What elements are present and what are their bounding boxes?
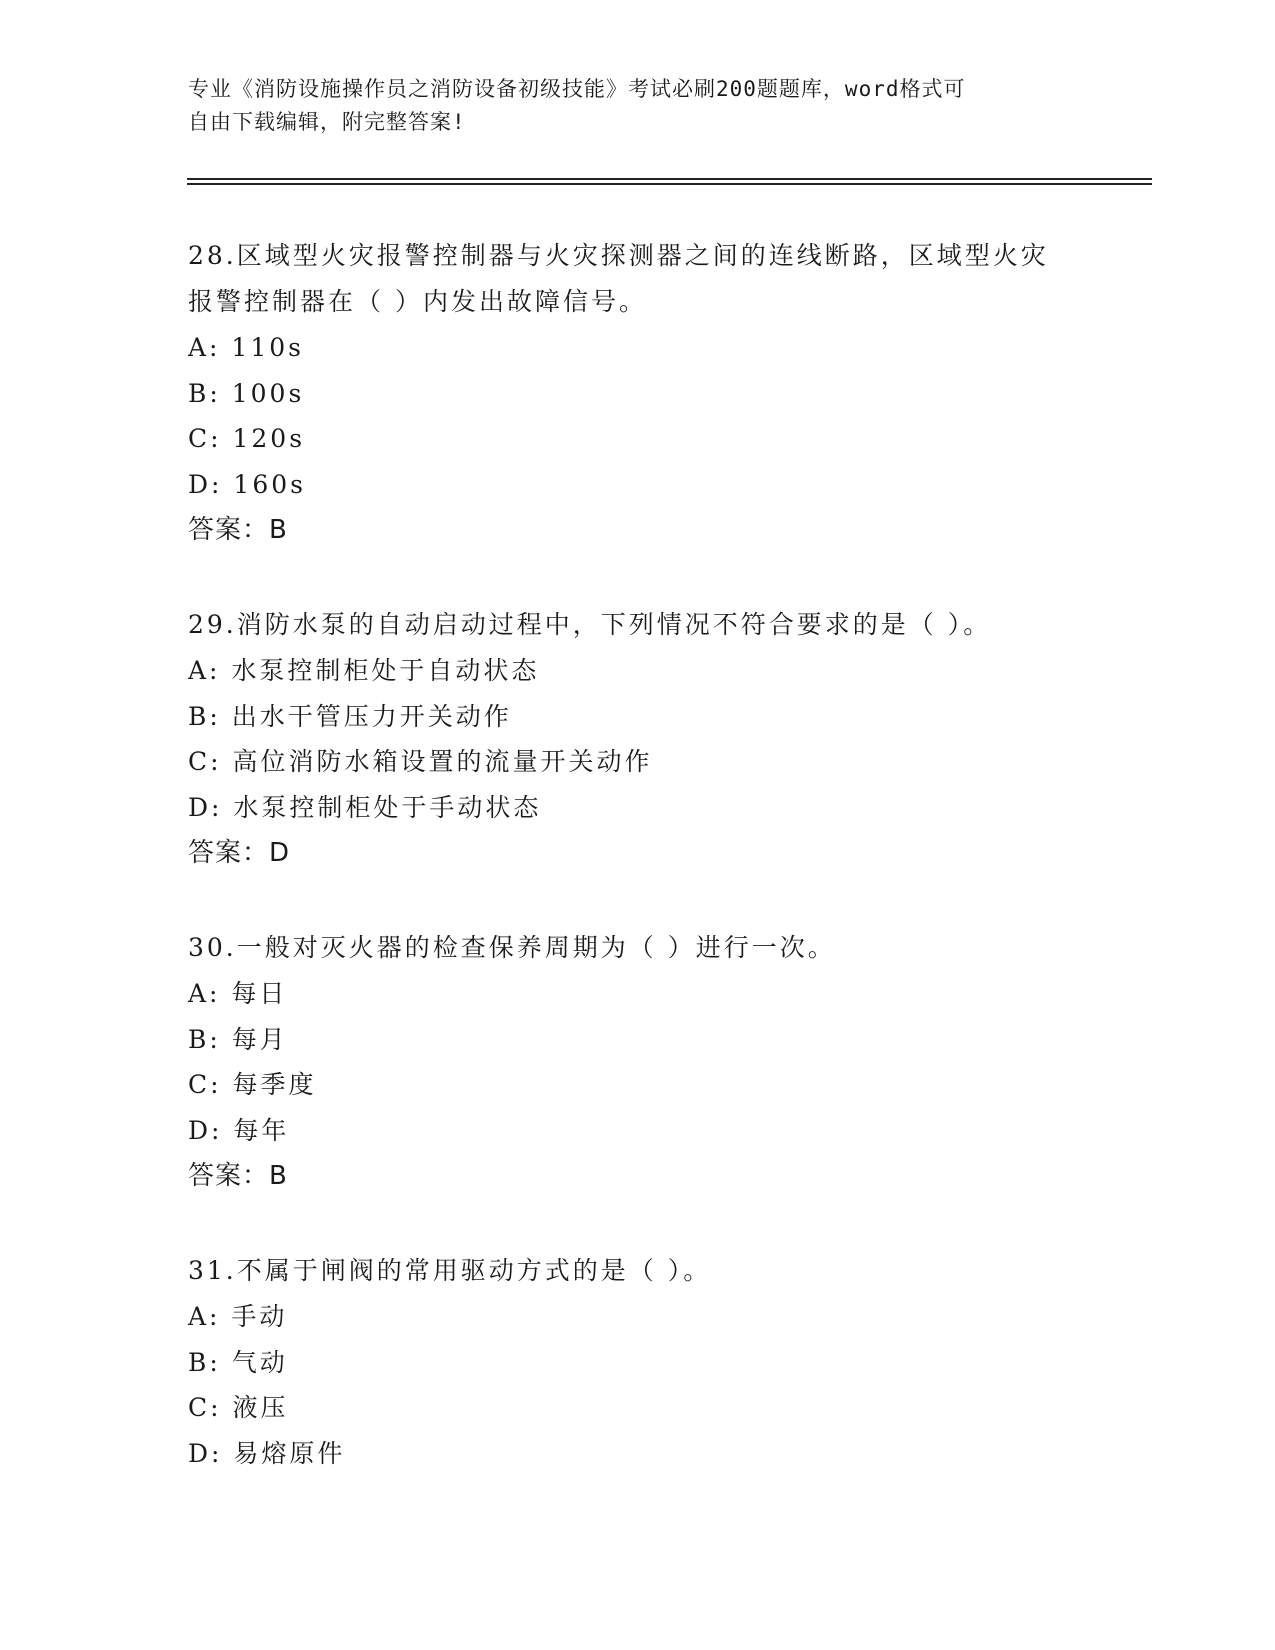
option-a: A: 水泵控制柜处于自动状态 xyxy=(188,656,540,685)
answer: 答案：D xyxy=(188,838,291,868)
header-line-1: 专业《消防设施操作员之消防设备初级技能》考试必刷200题题库，word格式可 xyxy=(188,77,966,101)
answer: 答案：B xyxy=(188,515,288,545)
option-a: A: 每日 xyxy=(188,979,288,1008)
question-text: 28.区域型火灾报警控制器与火灾探测器之间的连线断路，区域型火灾 xyxy=(188,241,1049,270)
option-c: C: 高位消防水箱设置的流量开关动作 xyxy=(188,747,653,776)
option-d: D: 160s xyxy=(188,469,306,499)
question-text: 29.消防水泵的自动启动过程中，下列情况不符合要求的是（ ）。 xyxy=(188,610,992,639)
header-divider-bottom xyxy=(187,183,1152,185)
question-list xyxy=(188,233,1088,1525)
option-b: B: 气动 xyxy=(188,1347,288,1377)
answer: 答案：B xyxy=(188,1161,288,1191)
option-c: C: 液压 xyxy=(188,1393,289,1422)
question-text: 30.一般对灭火器的检查保养周期为（ ）进行一次。 xyxy=(188,933,836,962)
header-line-2: 自由下载编辑，附完整答案! xyxy=(188,110,466,134)
question-text: 31.不属于闸阀的常用驱动方式的是（ ）。 xyxy=(188,1256,712,1285)
question-28 xyxy=(188,233,1088,553)
header-divider-top xyxy=(187,178,1152,180)
option-b: B: 出水干管压力开关动作 xyxy=(188,701,512,731)
document-header xyxy=(188,73,1088,139)
option-a: A: 手动 xyxy=(188,1302,288,1331)
question-text-continued: 报警控制器在（ ）内发出故障信号。 xyxy=(188,287,647,316)
option-c: C: 120s xyxy=(188,424,306,453)
option-b: B: 每月 xyxy=(188,1024,288,1054)
question-30 xyxy=(188,925,1088,1199)
option-d: D: 易熔原件 xyxy=(188,1438,346,1468)
question-29 xyxy=(188,602,1088,876)
question-31 xyxy=(188,1248,1088,1476)
option-a: A: 110s xyxy=(188,333,304,362)
option-b: B: 100s xyxy=(188,378,305,408)
option-d: D: 水泵控制柜处于手动状态 xyxy=(188,792,542,822)
option-d: D: 每年 xyxy=(188,1115,290,1145)
option-c: C: 每季度 xyxy=(188,1070,317,1099)
